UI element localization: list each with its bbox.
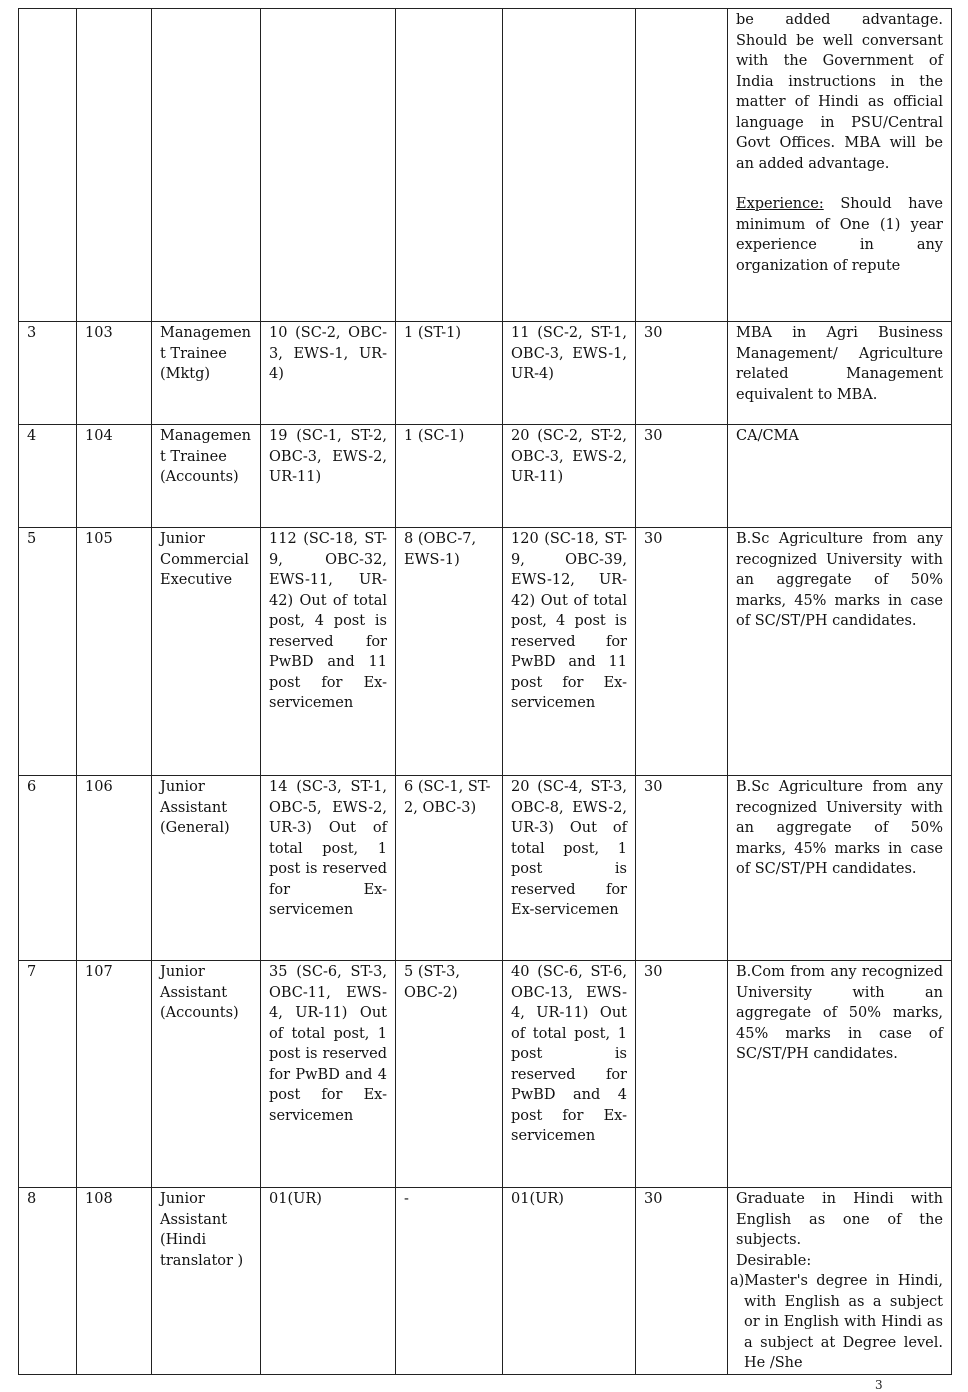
backlog-cell: 5 (ST-3, OBC-2) <box>396 961 503 1188</box>
experience-label: Experience: <box>736 196 824 212</box>
qualification-text: be added advantage. Should be well conversant with the Government of India instructions in the matter of Hindi as official language in PSU/Central Govt Offices. MBA will be an added advantage. <box>736 12 943 172</box>
post-code-cell: 103 <box>77 322 152 425</box>
age-cell: 30 <box>636 776 728 961</box>
age-cell: 30 <box>636 528 728 776</box>
age-cell: 30 <box>636 322 728 425</box>
post-code-cell <box>77 9 152 322</box>
desirable-item: a)Master's degree in Hindi, with English as a subject or in English with Hindi as a subject at Degree level. He /She <box>730 1273 943 1371</box>
qualification-cell: B.Sc Agriculture from any recognized University with an aggregate of 50% marks, 45% marks in case of SC/ST/PH candidates. <box>728 776 952 961</box>
total-cell: 01(UR) <box>503 1188 636 1375</box>
age-cell: 30 <box>636 1188 728 1375</box>
age-cell: 30 <box>636 961 728 1188</box>
backlog-cell <box>396 9 503 322</box>
qualification-cell <box>728 9 952 322</box>
table-row <box>19 9 952 322</box>
sl-no-cell: 7 <box>19 961 77 1188</box>
qualification-cell: MBA in Agri Business Management/ Agriculture related Management equivalent to MBA. <box>728 322 952 425</box>
total-cell: 40 (SC-6, ST-6, OBC-13, EWS- 4, UR-11) Out of total post, 1 post is reserved for PwBD and 4 post for Ex-servicemen <box>503 961 636 1188</box>
table-row <box>19 776 952 961</box>
post-code-cell: 106 <box>77 776 152 961</box>
post-name-cell: Junior Assistant (Hindi translator ) <box>152 1188 261 1375</box>
post-name-cell: Junior Commercial Executive <box>152 528 261 776</box>
sl-no-cell: 8 <box>19 1188 77 1375</box>
post-name-cell: Junior Assistant (Accounts) <box>152 961 261 1188</box>
qualification-cell <box>728 1188 952 1375</box>
post-code-cell: 105 <box>77 528 152 776</box>
qualification-cell: B.Sc Agriculture from any recognized University with an aggregate of 50% marks, 45% marks in case of SC/ST/PH candidates. <box>728 528 952 776</box>
table-row <box>19 528 952 776</box>
total-cell <box>503 9 636 322</box>
table-row <box>19 425 952 528</box>
table-row <box>19 322 952 425</box>
age-cell <box>636 9 728 322</box>
post-code-cell: 107 <box>77 961 152 1188</box>
qualification-cell: B.Com from any recognized University with an aggregate of 50% marks, 45% marks in case of SC/ST/PH candidates. <box>728 961 952 1188</box>
experience-detail: Should have minimum of One (1) year experience in any organization of repute <box>736 196 943 274</box>
post-code-cell: 104 <box>77 425 152 528</box>
sl-no-cell: 5 <box>19 528 77 776</box>
sl-no-cell <box>19 9 77 322</box>
total-cell: 20 (SC-4, ST-3, OBC-8, EWS-2, UR-3) Out of total post, 1 post is reserved for Ex-servicemen <box>503 776 636 961</box>
total-cell: 20 (SC-2, ST-2, OBC-3, EWS-2, UR-11) <box>503 425 636 528</box>
backlog-cell: 1 (ST-1) <box>396 322 503 425</box>
page-number: 3 <box>875 1378 883 1392</box>
sl-no-cell: 6 <box>19 776 77 961</box>
post-name-cell: Management Trainee (Accounts) <box>152 425 261 528</box>
total-cell: 11 (SC-2, ST-1, OBC-3, EWS-1, UR-4) <box>503 322 636 425</box>
experience-text <box>736 194 943 276</box>
vacancy-table <box>18 8 952 1375</box>
vacancy-cell <box>261 9 396 322</box>
backlog-cell: - <box>396 1188 503 1375</box>
total-cell: 120 (SC-18, ST-9, OBC-39, EWS-12, UR-42) Out of total post, 4 post is reserved for PwBD and 11 post for Ex-servicemen <box>503 528 636 776</box>
vacancy-cell: 01(UR) <box>261 1188 396 1375</box>
backlog-cell: 1 (SC-1) <box>396 425 503 528</box>
vacancy-cell: 10 (SC-2, OBC-3, EWS-1, UR-4) <box>261 322 396 425</box>
sl-no-cell: 3 <box>19 322 77 425</box>
post-code-cell: 108 <box>77 1188 152 1375</box>
post-name-cell: Junior Assistant (General) <box>152 776 261 961</box>
backlog-cell: 6 (SC-1, ST-2, OBC-3) <box>396 776 503 961</box>
backlog-cell: 8 (OBC-7, EWS-1) <box>396 528 503 776</box>
table-row <box>19 961 952 1188</box>
sl-no-cell: 4 <box>19 425 77 528</box>
vacancy-cell: 35 (SC-6, ST-3, OBC-11, EWS- 4, UR-11) Out of total post, 1 post is reserved for PwBD and 4 post for Ex-servicemen <box>261 961 396 1188</box>
qualification-cell: CA/CMA <box>728 425 952 528</box>
qualification-text: Graduate in Hindi with English as one of the subjects. <box>736 1191 943 1248</box>
vacancy-cell: 14 (SC-3, ST-1, OBC-5, EWS-2, UR-3) Out of total post, 1 post is reserved for Ex-servicemen <box>261 776 396 961</box>
desirable-label: Desirable: <box>736 1252 812 1269</box>
table-row <box>19 1188 952 1375</box>
age-cell: 30 <box>636 425 728 528</box>
post-name-cell <box>152 9 261 322</box>
vacancy-cell: 19 (SC-1, ST-2, OBC-3, EWS-2, UR-11) <box>261 425 396 528</box>
post-name-cell: Management Trainee (Mktg) <box>152 322 261 425</box>
vacancy-cell: 112 (SC-18, ST-9, OBC-32, EWS-11, UR-42) Out of total post, 4 post is reserved for PwBD and 11 post for Ex-servicemen <box>261 528 396 776</box>
